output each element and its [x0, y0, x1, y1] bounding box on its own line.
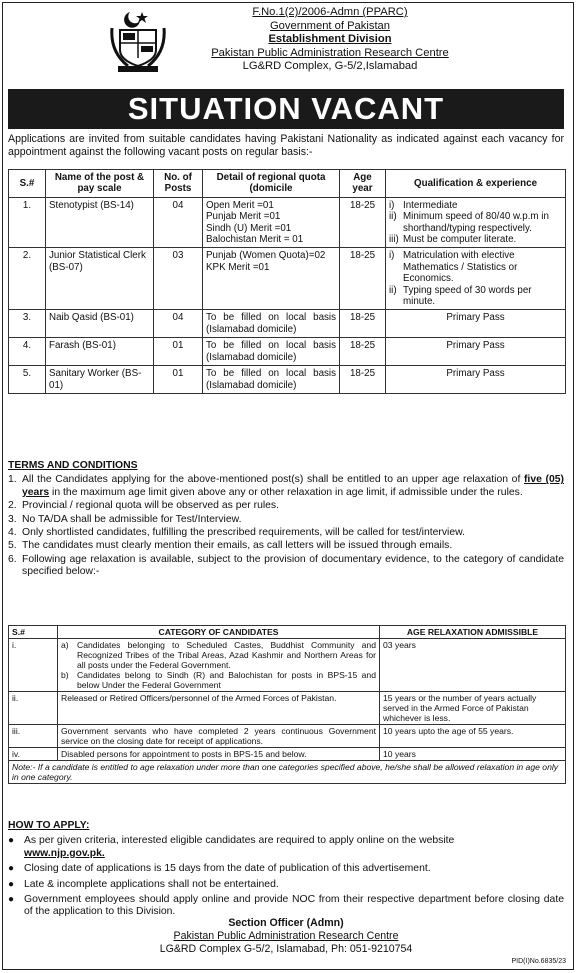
vacancy-table	[8, 169, 566, 394]
bullet-icon: ●	[8, 835, 15, 847]
cell-sn: 2.	[9, 248, 46, 310]
website-link[interactable]: www.njp.gov.pk.	[24, 847, 105, 859]
qualification-number: i)	[389, 250, 395, 262]
cell-post: Naib Qasid (BS-01)	[46, 310, 154, 338]
cell-posts: 01	[154, 366, 203, 394]
vacancy-table-header	[9, 170, 566, 198]
qualification-number: iii)	[389, 234, 399, 246]
category-sub-number: a)	[61, 640, 69, 650]
pid-number: PID(I)No.6835/23	[511, 958, 566, 965]
qualification-text: Must be computer literate.	[403, 234, 517, 246]
cell-quota: To be filled on local basis (Islamabad domicile)	[203, 338, 340, 366]
qualification-number: ii)	[389, 211, 397, 223]
apply-heading: HOW TO APPLY:	[8, 820, 90, 831]
qualification-item	[389, 234, 562, 245]
table-row	[9, 197, 566, 248]
relax-cell-relaxation: 15 years or the number of years actually served in the Armed Force of Pakistan whichever is less.	[380, 692, 566, 725]
footer-address: LG&RD Complex G-5/2, Islamabad, Ph: 051-9210754	[159, 943, 413, 955]
table-row	[9, 310, 566, 338]
cell-age: 18-25	[340, 310, 386, 338]
category-sub-text: Candidates belonging to Scheduled Castes, Buddhist Community and Recognized Tribes of the Tribal Areas, Azad Kashmir and Northern Areas for all posts under the Federal Government.	[77, 640, 376, 670]
cell-qualification	[386, 248, 566, 310]
cell-posts: 01	[154, 338, 203, 366]
relax-note-row	[9, 761, 566, 784]
terms-item-text: The candidates must clearly mention their emails, as call letters will be issued through emails.	[22, 540, 453, 552]
relax-cell-sn: iv.	[9, 748, 58, 761]
footer	[8, 917, 564, 956]
relax-row	[9, 748, 566, 761]
qualification-item	[389, 200, 562, 211]
cell-age: 18-25	[340, 248, 386, 310]
category-sub-item	[61, 640, 376, 670]
relax-col-relaxation: AGE RELAXATION ADMISSIBLE	[380, 626, 566, 639]
footer-centre: Pakistan Public Administration Research Centre	[173, 930, 399, 942]
cell-quota: Open Merit =01 Punjab Merit =01 Sindh (U) Merit =01 Balochistan Merit = 01	[203, 197, 340, 248]
terms-heading: TERMS AND CONDITIONS	[8, 460, 138, 471]
category-sub-item	[61, 670, 376, 690]
terms-item	[8, 540, 564, 552]
terms-item-text: All the Candidates applying for the above-mentioned post(s) shall be entitled to an upper age relaxation of five (05) years in the maximum age limit given above any or other relaxation in age limit, if admissible under the rules.	[22, 474, 564, 498]
relax-row	[9, 639, 566, 692]
qualification-item	[389, 285, 562, 308]
table-row	[9, 248, 566, 310]
qualification-text: Minimum speed of 80/40 w.p.m in shorthand/typing respectively.	[403, 211, 549, 234]
relax-cell-category: Released or Retired Officers/personnel of the Armed Forces of Pakistan.	[58, 692, 380, 725]
relax-table-header	[9, 626, 566, 639]
cell-sn: 3.	[9, 310, 46, 338]
qualification-text: Matriculation with elective Mathematics / Statistics or Economics.	[403, 250, 518, 285]
relax-col-sn: S.#	[9, 626, 58, 639]
relax-cell-sn: ii.	[9, 692, 58, 725]
qualification-text: Intermediate	[403, 199, 458, 211]
cell-sn: 4.	[9, 338, 46, 366]
relax-cell-sn: iii.	[9, 725, 58, 748]
terms-item-text: Provincial / regional quota will be observed as per rules.	[22, 500, 280, 512]
apply-item-text: Closing date of applications is 15 days from the date of publication of this advertisement.	[24, 863, 431, 875]
terms-item-text: Only shortlisted candidates, fulfilling the prescribed requirements, will be called for test/interview.	[22, 527, 465, 539]
cell-qualification: Primary Pass	[386, 338, 566, 366]
terms-item-number: 2.	[8, 500, 17, 512]
cell-posts: 04	[154, 197, 203, 248]
col-post: Name of the post & pay scale	[46, 170, 154, 198]
header	[0, 0, 576, 92]
terms-item	[8, 500, 564, 512]
terms-item	[8, 527, 564, 539]
intro-paragraph: Applications are invited from suitable candidates having Pakistani Nationality as indicated against each vacancy for appointment against the following vacant posts on regular basis:-	[8, 133, 564, 158]
relax-col-category: CATEGORY OF CANDIDATES	[58, 626, 380, 639]
relax-cell-category	[58, 639, 380, 692]
file-number: F.No.1(2)/2006-Admn (PPARC)	[252, 6, 408, 18]
terms-item-number: 4.	[8, 527, 17, 539]
bullet-icon: ●	[8, 863, 15, 875]
apply-item	[8, 879, 564, 891]
apply-item: ● As per given criteria, interested eligible candidates are required to apply online on the website www.njp.gov.pk.	[8, 835, 455, 859]
terms-item	[8, 514, 564, 526]
qualification-text: Typing speed of 30 words per minute.	[403, 284, 532, 308]
relax-cell-category: Government servants who have completed 2 years continuous Government service on the closing date for receipt of applications.	[58, 725, 380, 748]
relax-cell-relaxation: 03 years	[380, 639, 566, 692]
relax-cell-sn: i.	[9, 639, 58, 692]
age-relaxation-table	[8, 625, 566, 784]
col-posts: No. of Posts	[154, 170, 203, 198]
government-name: Government of Pakistan	[269, 19, 390, 32]
terms-section	[8, 460, 564, 580]
table-row	[9, 338, 566, 366]
cell-posts: 04	[154, 310, 203, 338]
category-sub-text: Candidates belong to Sindh (R) and Balochistan for posts in BPS-15 and below Under the Federal Government	[77, 670, 376, 690]
col-age: Age year	[340, 170, 386, 198]
cell-posts: 03	[154, 248, 203, 310]
relax-note: Note:- If a candidate is entitled to age relaxation under more than one categories specified above, he/she shall be allowed relaxation in age only in one category.	[9, 761, 566, 784]
apply-item	[8, 894, 564, 919]
terms-item	[8, 474, 564, 499]
relax-cell-relaxation: 10 years upto the age of 55 years.	[380, 725, 566, 748]
header-address: LG&RD Complex, G-5/2,Islamabad	[242, 60, 418, 72]
apply-item-text: Late & incomplete applications shall not be entertained.	[24, 878, 279, 890]
cell-quota: Punjab (Women Quota)=02 KPK Merit =01	[203, 248, 340, 310]
centre-name: Pakistan Public Administration Research Centre	[211, 46, 449, 59]
cell-post: Stenotypist (BS-14)	[46, 197, 154, 248]
relax-row	[9, 692, 566, 725]
category-sub-number: b)	[61, 670, 69, 680]
signatory-title: Section Officer (Admn)	[228, 917, 344, 929]
division-name: Establishment Division	[268, 33, 392, 45]
cell-post: Farash (BS-01)	[46, 338, 154, 366]
terms-item-number: 3.	[8, 513, 17, 525]
relax-row	[9, 725, 566, 748]
qualification-item	[389, 211, 562, 234]
cell-qualification: Primary Pass	[386, 366, 566, 394]
qualification-number: i)	[389, 199, 395, 211]
cell-age: 18-25	[340, 197, 386, 248]
bullet-icon: ●	[8, 878, 15, 890]
relax-cell-category: Disabled persons for appointment to posts in BPS-15 and below.	[58, 748, 380, 761]
terms-item-text: No TA/DA shall be admissible for Test/Interview.	[22, 513, 242, 525]
table-row	[9, 366, 566, 394]
qualification-item	[389, 250, 562, 284]
cell-quota: To be filled on local basis (Islamabad domicile)	[203, 310, 340, 338]
cell-age: 18-25	[340, 338, 386, 366]
cell-quota: To be filled on local basis (Islamabad domicile)	[203, 366, 340, 394]
terms-item-number: 1.	[8, 474, 17, 486]
bullet-icon: ●	[8, 894, 15, 906]
col-sn: S.#	[9, 170, 46, 198]
how-to-apply-section	[8, 820, 564, 922]
cell-post: Junior Statistical Clerk (BS-07)	[46, 248, 154, 310]
col-qualification: Qualification & experience	[386, 170, 566, 198]
cell-sn: 1.	[9, 197, 46, 248]
state-emblem-icon	[108, 8, 168, 74]
qualification-number: ii)	[389, 284, 397, 296]
terms-item-text: Following age relaxation is available, subject to the provision of documentary evidence, to the category of candidate specified below:-	[22, 553, 564, 578]
cell-sn: 5.	[9, 366, 46, 394]
situation-vacant-banner: SITUATION VACANT	[8, 89, 564, 129]
terms-item-number: 6.	[8, 553, 17, 565]
terms-item-number: 5.	[8, 540, 17, 552]
cell-qualification	[386, 197, 566, 248]
apply-item-text: Government employees should apply online and provide NOC from their respective department before closing date of the application to this Division.	[24, 894, 564, 918]
cell-post: Sanitary Worker (BS-01)	[46, 366, 154, 394]
cell-qualification: Primary Pass	[386, 310, 566, 338]
terms-item	[8, 554, 564, 579]
col-quota: Detail of regional quota (domicile	[203, 170, 340, 198]
cell-age: 18-25	[340, 366, 386, 394]
header-text	[180, 6, 480, 74]
apply-item	[8, 863, 564, 875]
relax-cell-relaxation: 10 years	[380, 748, 566, 761]
